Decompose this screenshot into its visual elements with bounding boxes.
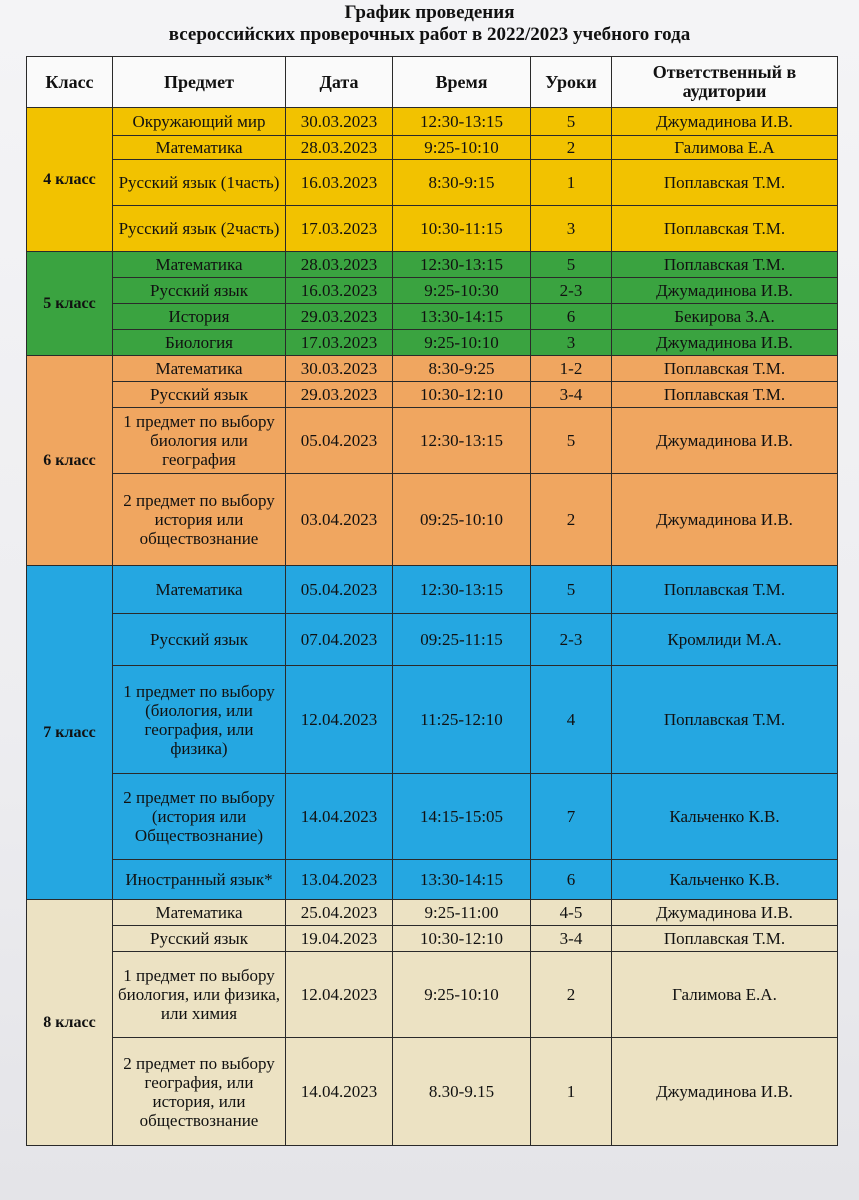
- time-cell: 8:30-9:15: [393, 160, 531, 206]
- time-cell: 9:25-10:30: [393, 278, 531, 304]
- time-cell: 12:30-13:15: [393, 408, 531, 474]
- responsible-cell: Поплавская Т.М.: [612, 566, 838, 614]
- lessons-cell: 2-3: [531, 614, 612, 666]
- date-cell: 30.03.2023: [286, 108, 393, 136]
- table-row: [27, 136, 838, 160]
- date-cell: 05.04.2023: [286, 566, 393, 614]
- time-cell: 9:25-10:10: [393, 330, 531, 356]
- responsible-cell: Поплавская Т.М.: [612, 666, 838, 774]
- date-cell: 29.03.2023: [286, 304, 393, 330]
- header-time: Время: [393, 57, 531, 108]
- time-cell: 10:30-12:10: [393, 926, 531, 952]
- lessons-cell: 4: [531, 666, 612, 774]
- subject-cell: Русский язык: [113, 382, 286, 408]
- time-cell: 12:30-13:15: [393, 566, 531, 614]
- table-row: [27, 860, 838, 900]
- subject-cell: Русский язык: [113, 614, 286, 666]
- lessons-cell: 7: [531, 774, 612, 860]
- subject-cell: 2 предмет по выбору (история или Обществознание): [113, 774, 286, 860]
- table-row: [27, 330, 838, 356]
- table-row: [27, 614, 838, 666]
- time-cell: 9:25-10:10: [393, 136, 531, 160]
- subject-cell: Математика: [113, 566, 286, 614]
- table-row: [27, 474, 838, 566]
- table-row: [27, 900, 838, 926]
- schedule-table: [26, 56, 838, 1146]
- table-row: [27, 304, 838, 330]
- date-cell: 14.04.2023: [286, 1038, 393, 1146]
- subject-cell: Иностранный язык*: [113, 860, 286, 900]
- lessons-cell: 3: [531, 206, 612, 252]
- date-cell: 16.03.2023: [286, 278, 393, 304]
- date-cell: 29.03.2023: [286, 382, 393, 408]
- time-cell: 14:15-15:05: [393, 774, 531, 860]
- responsible-cell: Галимова Е.А: [612, 136, 838, 160]
- table-row: [27, 252, 838, 278]
- responsible-cell: Бекирова З.А.: [612, 304, 838, 330]
- date-cell: 07.04.2023: [286, 614, 393, 666]
- table-row: [27, 278, 838, 304]
- lessons-cell: 2: [531, 952, 612, 1038]
- table-row: [27, 408, 838, 474]
- subject-cell: Окружающий мир: [113, 108, 286, 136]
- responsible-cell: Джумадинова И.В.: [612, 278, 838, 304]
- subject-cell: Математика: [113, 252, 286, 278]
- time-cell: 11:25-12:10: [393, 666, 531, 774]
- table-row: [27, 108, 838, 136]
- date-cell: 25.04.2023: [286, 900, 393, 926]
- lessons-cell: 2-3: [531, 278, 612, 304]
- responsible-cell: Джумадинова И.В.: [612, 900, 838, 926]
- document-title: График проведения: [344, 2, 515, 23]
- subject-cell: 2 предмет по выбору история или обществознание: [113, 474, 286, 566]
- class-label-cell: 7 класс: [27, 566, 113, 900]
- lessons-cell: 6: [531, 304, 612, 330]
- time-cell: 13:30-14:15: [393, 860, 531, 900]
- table-row: [27, 666, 838, 774]
- responsible-cell: Джумадинова И.В.: [612, 1038, 838, 1146]
- responsible-cell: Джумадинова И.В.: [612, 408, 838, 474]
- subject-cell: Математика: [113, 356, 286, 382]
- subject-cell: Русский язык: [113, 926, 286, 952]
- table-row: [27, 566, 838, 614]
- date-cell: 16.03.2023: [286, 160, 393, 206]
- header-date: Дата: [286, 57, 393, 108]
- responsible-cell: Поплавская Т.М.: [612, 926, 838, 952]
- subject-cell: История: [113, 304, 286, 330]
- class-label-cell: 4 класс: [27, 108, 113, 252]
- table-row: [27, 356, 838, 382]
- lessons-cell: 3: [531, 330, 612, 356]
- date-cell: 30.03.2023: [286, 356, 393, 382]
- table-row: [27, 774, 838, 860]
- lessons-cell: 5: [531, 566, 612, 614]
- subject-cell: Математика: [113, 900, 286, 926]
- responsible-cell: Поплавская Т.М.: [612, 252, 838, 278]
- time-cell: 09:25-10:10: [393, 474, 531, 566]
- responsible-cell: Джумадинова И.В.: [612, 474, 838, 566]
- date-cell: 14.04.2023: [286, 774, 393, 860]
- header-class: Класс: [27, 57, 113, 108]
- date-cell: 28.03.2023: [286, 136, 393, 160]
- subject-cell: Биология: [113, 330, 286, 356]
- time-cell: 10:30-12:10: [393, 382, 531, 408]
- date-cell: 12.04.2023: [286, 952, 393, 1038]
- table-row: [27, 952, 838, 1038]
- subject-cell: Русский язык (2часть): [113, 206, 286, 252]
- subject-cell: 2 предмет по выбору география, или история, или обществознание: [113, 1038, 286, 1146]
- header-lessons: Уроки: [531, 57, 612, 108]
- responsible-cell: Кальченко К.В.: [612, 774, 838, 860]
- table-row: [27, 206, 838, 252]
- class-label-cell: 5 класс: [27, 252, 113, 356]
- time-cell: 8.30-9.15: [393, 1038, 531, 1146]
- lessons-cell: 2: [531, 136, 612, 160]
- class-label-cell: 8 класс: [27, 900, 113, 1146]
- lessons-cell: 4-5: [531, 900, 612, 926]
- lessons-cell: 5: [531, 408, 612, 474]
- time-cell: 10:30-11:15: [393, 206, 531, 252]
- date-cell: 05.04.2023: [286, 408, 393, 474]
- lessons-cell: 1-2: [531, 356, 612, 382]
- table-row: [27, 160, 838, 206]
- responsible-cell: Джумадинова И.В.: [612, 108, 838, 136]
- responsible-cell: Поплавская Т.М.: [612, 206, 838, 252]
- lessons-cell: 5: [531, 252, 612, 278]
- lessons-cell: 3-4: [531, 926, 612, 952]
- date-cell: 03.04.2023: [286, 474, 393, 566]
- subject-cell: 1 предмет по выбору (биология, или география, или физика): [113, 666, 286, 774]
- date-cell: 28.03.2023: [286, 252, 393, 278]
- header-subject: Предмет: [113, 57, 286, 108]
- time-cell: 9:25-10:10: [393, 952, 531, 1038]
- time-cell: 13:30-14:15: [393, 304, 531, 330]
- time-cell: 12:30-13:15: [393, 108, 531, 136]
- date-cell: 17.03.2023: [286, 206, 393, 252]
- header-responsible: Ответственный в аудитории: [612, 57, 838, 108]
- header-row: [27, 57, 838, 108]
- lessons-cell: 5: [531, 108, 612, 136]
- responsible-cell: Джумадинова И.В.: [612, 330, 838, 356]
- lessons-cell: 1: [531, 160, 612, 206]
- subject-cell: 1 предмет по выбору биология или география: [113, 408, 286, 474]
- lessons-cell: 1: [531, 1038, 612, 1146]
- date-cell: 17.03.2023: [286, 330, 393, 356]
- time-cell: 09:25-11:15: [393, 614, 531, 666]
- responsible-cell: Кальченко К.В.: [612, 860, 838, 900]
- class-label-cell: 6 класс: [27, 356, 113, 566]
- subject-cell: Русский язык: [113, 278, 286, 304]
- lessons-cell: 2: [531, 474, 612, 566]
- time-cell: 9:25-11:00: [393, 900, 531, 926]
- subject-cell: Математика: [113, 136, 286, 160]
- table-row: [27, 1038, 838, 1146]
- document-subtitle: всероссийских проверочных работ в 2022/2023 учебного года: [168, 24, 691, 45]
- responsible-cell: Поплавская Т.М.: [612, 356, 838, 382]
- subject-cell: 1 предмет по выбору биология, или физика, или химия: [113, 952, 286, 1038]
- responsible-cell: Поплавская Т.М.: [612, 160, 838, 206]
- table-row: [27, 382, 838, 408]
- time-cell: 8:30-9:25: [393, 356, 531, 382]
- subject-cell: Русский язык (1часть): [113, 160, 286, 206]
- time-cell: 12:30-13:15: [393, 252, 531, 278]
- responsible-cell: Кромлиди М.А.: [612, 614, 838, 666]
- lessons-cell: 6: [531, 860, 612, 900]
- responsible-cell: Галимова Е.А.: [612, 952, 838, 1038]
- date-cell: 13.04.2023: [286, 860, 393, 900]
- responsible-cell: Поплавская Т.М.: [612, 382, 838, 408]
- date-cell: 12.04.2023: [286, 666, 393, 774]
- lessons-cell: 3-4: [531, 382, 612, 408]
- table-row: [27, 926, 838, 952]
- date-cell: 19.04.2023: [286, 926, 393, 952]
